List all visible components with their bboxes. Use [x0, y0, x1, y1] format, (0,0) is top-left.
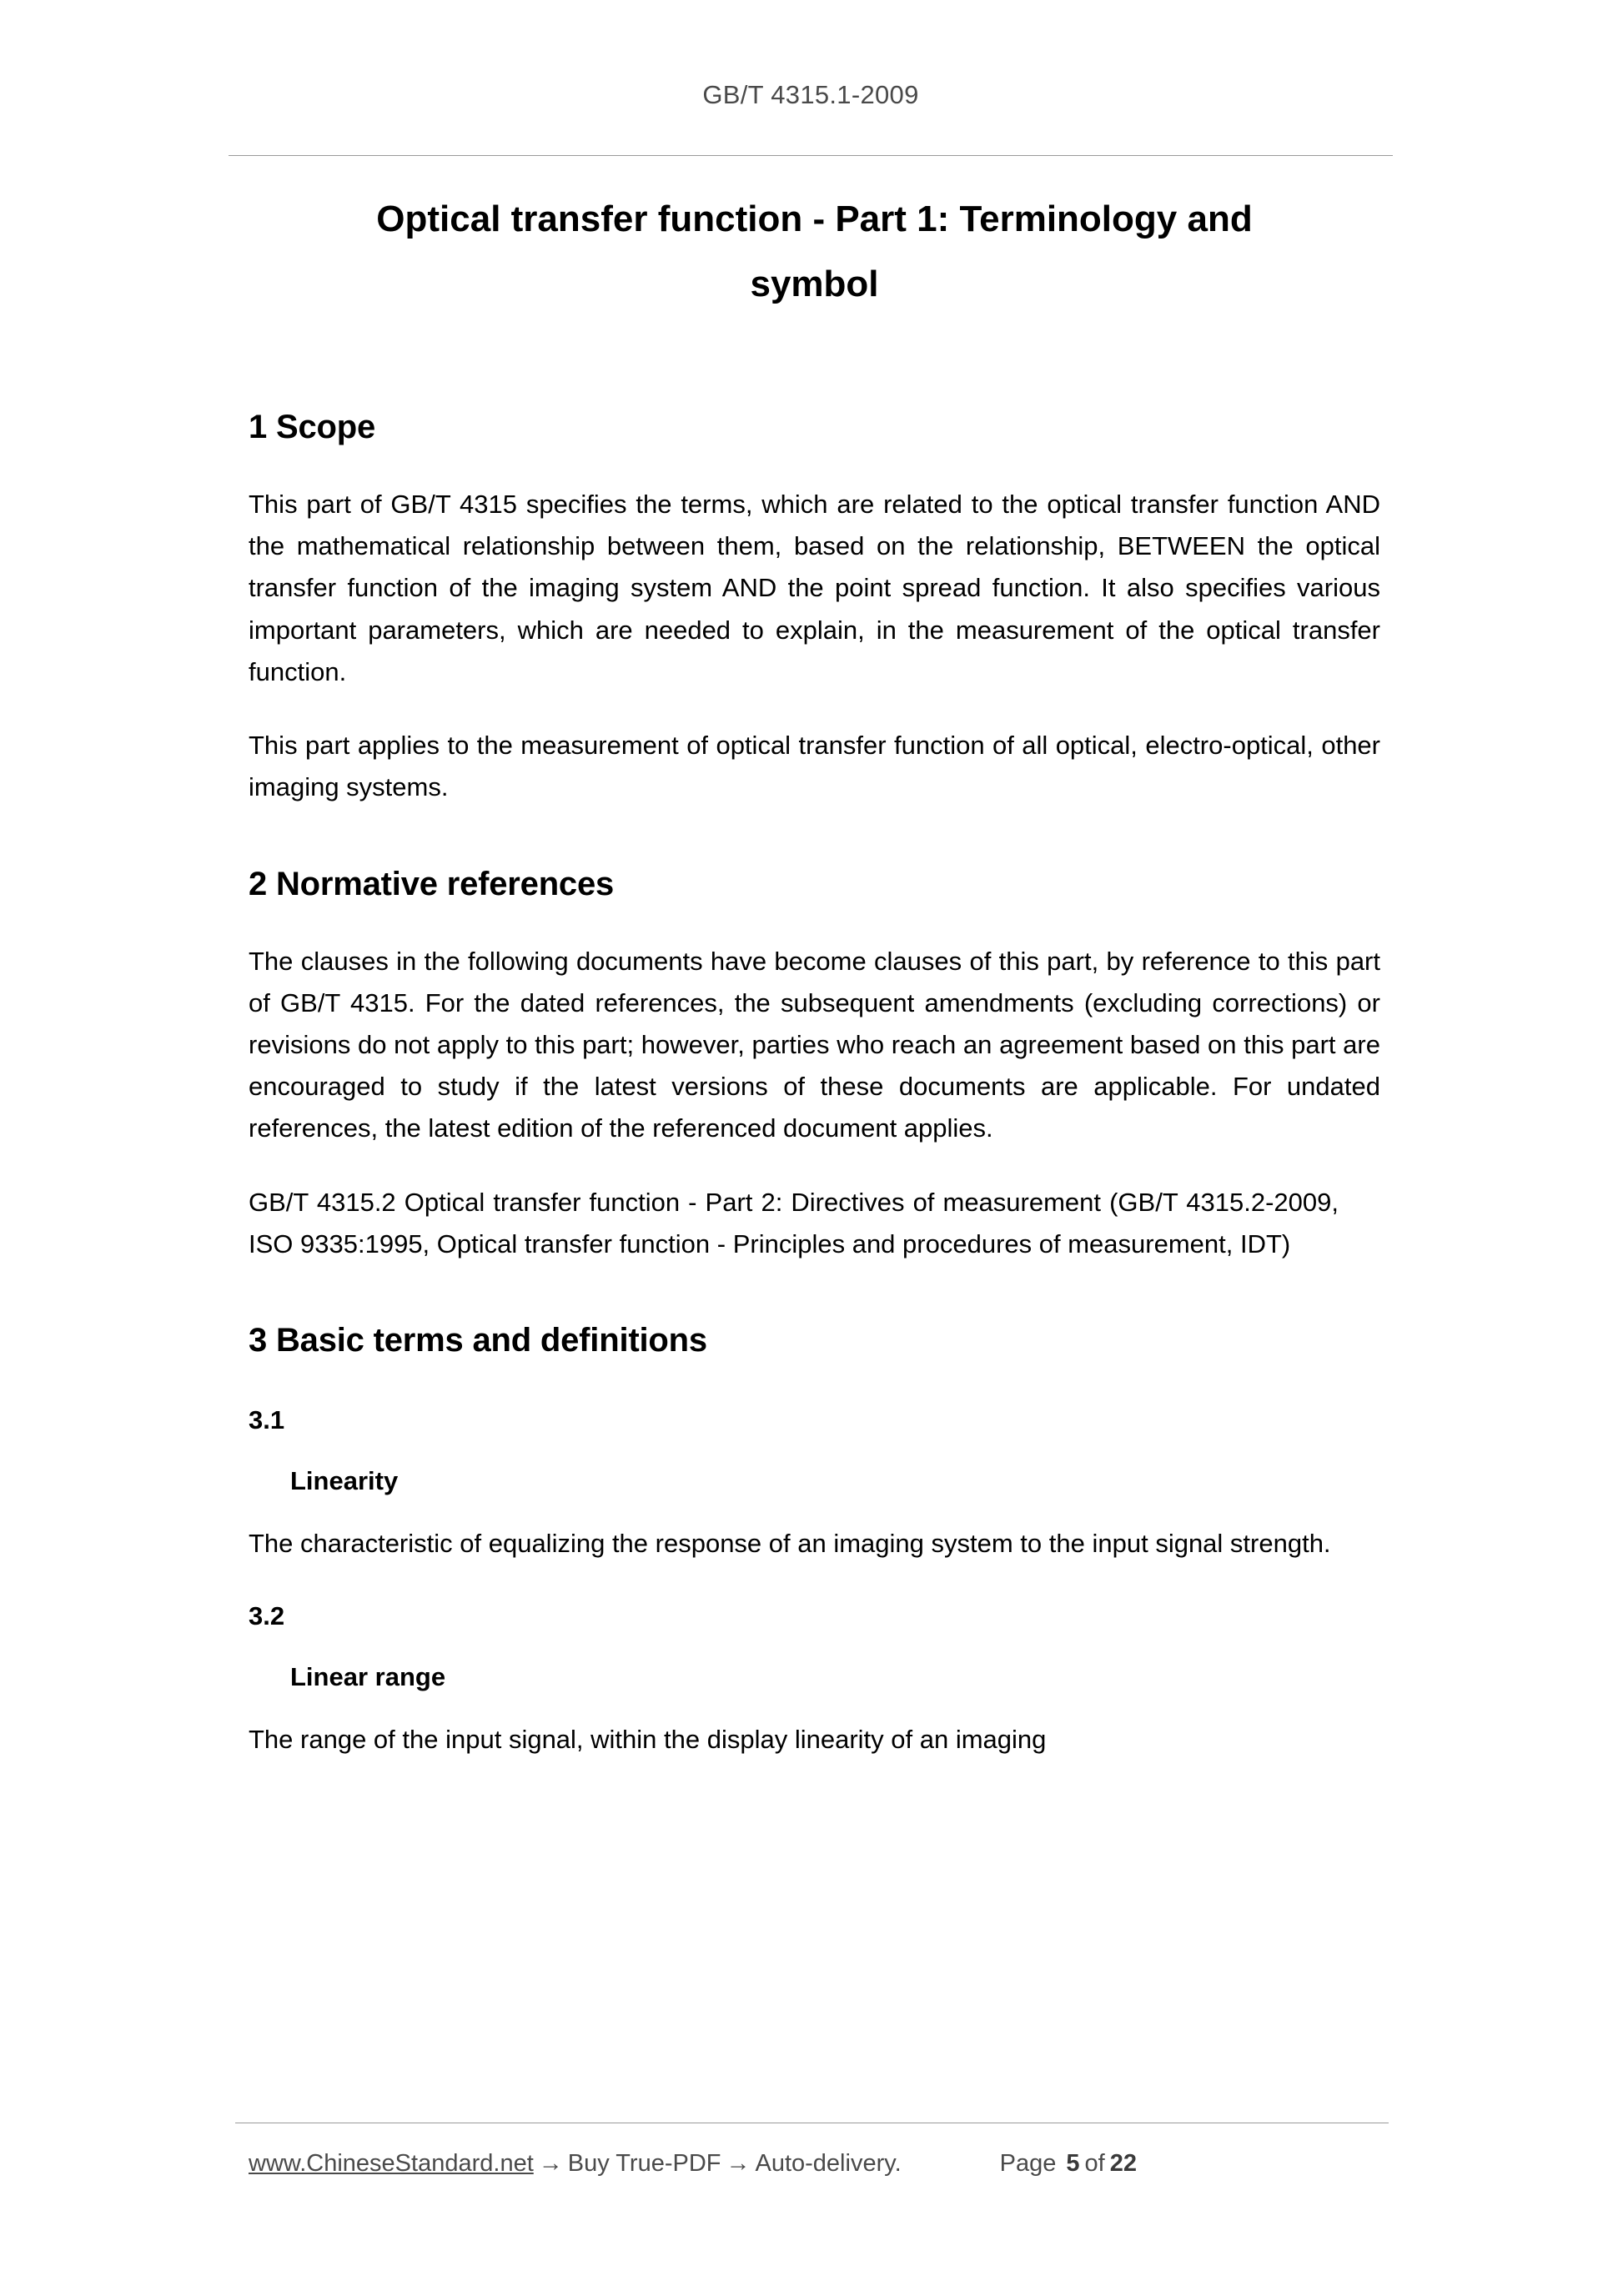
document-title-line-2: symbol	[750, 264, 879, 304]
scope-paragraph-1: This part of GB/T 4315 specifies the terms, which are related to the optical transfer function AND the mathematical relationship between them, based on the relationship, BETWEEN the optical transfer function of the imaging system AND the point spread function. It also specifies various important parameters, which are needed to explain, in the measurement of the optical transfer function.	[249, 490, 1380, 686]
clause-number-3-1: 3.1	[249, 1405, 285, 1435]
footer-arrow-1-icon: →	[538, 2150, 563, 2177]
page-header	[229, 80, 1393, 110]
footer-page-indicator	[1000, 2150, 1137, 2178]
document-content	[249, 175, 1380, 1761]
footer-arrow-2-icon: →	[726, 2150, 751, 2177]
section-heading-normative-references: 2 Normative references	[249, 865, 615, 902]
term-name-linear-range: Linear range	[290, 1662, 446, 1692]
term-definition-linearity: The characteristic of equalizing the response of an imaging system to the input signal strength.	[249, 1528, 1331, 1558]
footer-promo-text-2: Auto-delivery.	[755, 2150, 902, 2177]
footer-page-label: Page	[999, 2150, 1057, 2177]
footer-website-link[interactable]: www.ChineseStandard.net	[249, 2150, 534, 2177]
section-heading-basic-terms: 3 Basic terms and definitions	[249, 1322, 707, 1359]
term-definition-linear-range: The range of the input signal, within the display linearity of an imaging	[249, 1724, 1047, 1754]
term-name-linearity: Linearity	[290, 1466, 399, 1496]
scope-paragraph-2: This part applies to the measurement of optical transfer function of all optical, electro-optical, other imaging systems.	[249, 731, 1380, 802]
document-title-line-1: Optical transfer function - Part 1: Terminology and	[376, 198, 1253, 239]
footer-page-number: 5	[1066, 2150, 1080, 2177]
header-divider	[229, 155, 1393, 156]
header-standard-number: GB/T 4315.1-2009	[702, 80, 919, 109]
document-title	[249, 175, 1380, 312]
footer-of-label: of	[1084, 2150, 1105, 2177]
footer-total-pages: 22	[1109, 2150, 1137, 2177]
page-footer	[249, 2150, 1380, 2178]
clause-number-3-2: 3.2	[249, 1601, 285, 1631]
section-heading-scope: 1 Scope	[249, 409, 375, 445]
normative-references-citation: GB/T 4315.2 Optical transfer function - Part 2: Directives of measurement (GB/T 4315.2-2009, ISO 9335:1995, Optical transfer function - Principles and procedures of measurement, IDT)	[249, 1187, 1339, 1259]
footer-promo-text-1: Buy True-PDF	[567, 2150, 721, 2177]
normative-references-paragraph-1: The clauses in the following documents have become clauses of this part, by reference to this part of GB/T 4315. For the dated references, the subsequent amendments (excluding corrections) or revisions do not apply to this part; however, parties who reach an agreement based on this part are encouraged to study if the latest versions of these documents are applicable. For undated references, the latest edition of the referenced document applies.	[249, 946, 1380, 1143]
footer-promo	[249, 2150, 902, 2178]
